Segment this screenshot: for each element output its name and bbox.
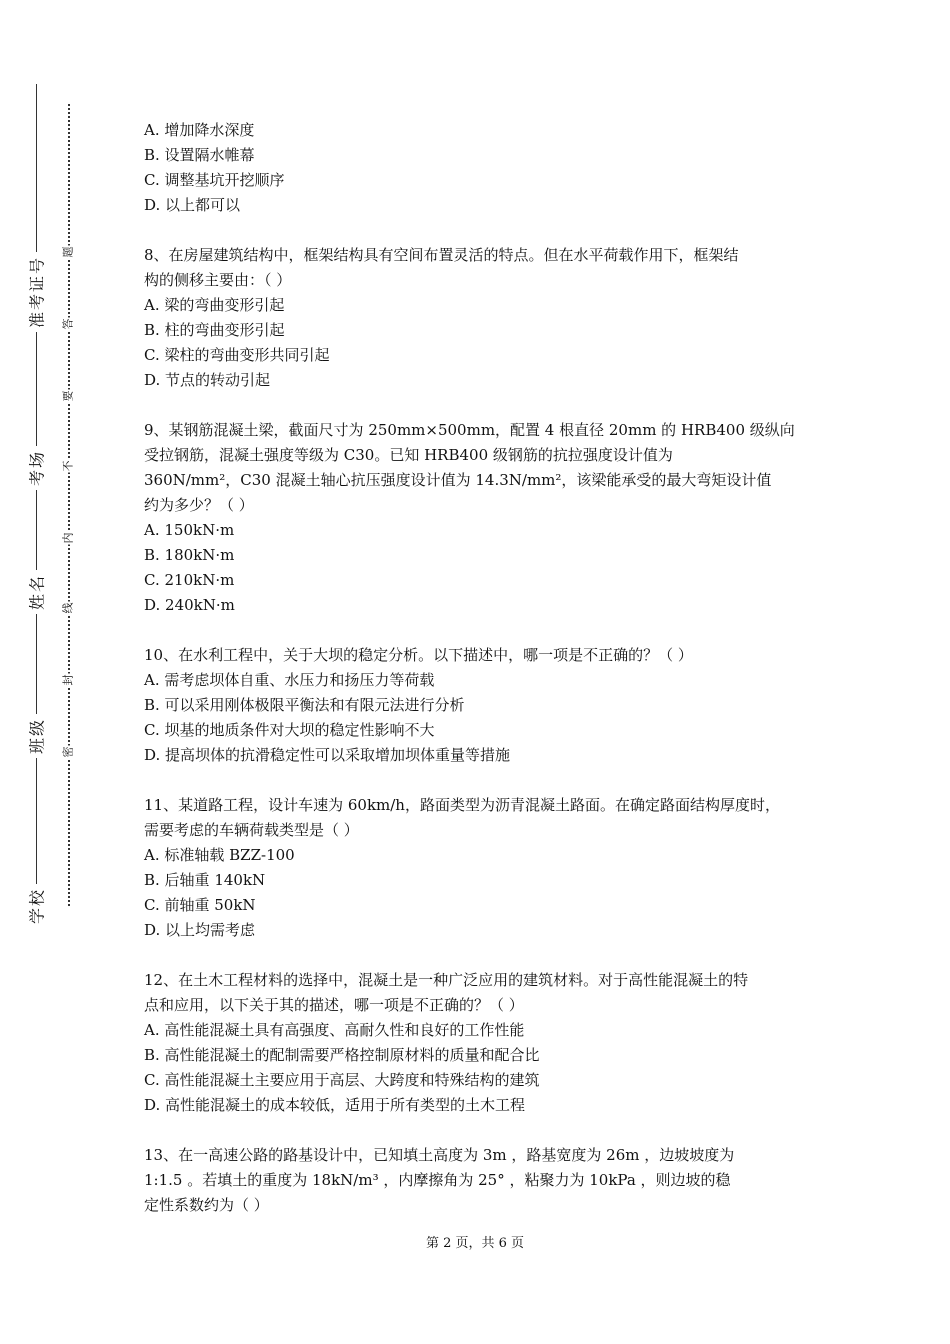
exam-number-label: 准考证号 xyxy=(23,252,50,332)
option[interactable]: C. 高性能混凝土主要应用于高层、大跨度和特殊结构的建筑 xyxy=(144,1071,540,1089)
option[interactable]: C. 梁柱的弯曲变形共同引起 xyxy=(144,346,330,364)
option[interactable]: A. 梁的弯曲变形引起 xyxy=(144,296,285,314)
seal-char: 答 xyxy=(61,318,75,330)
question-stem: 360N/mm²，C30 混凝土轴心抗压强度设计值为 14.3N/mm²，该梁能承受的最大弯矩设计值 xyxy=(144,471,772,489)
question-8 xyxy=(144,243,824,393)
question-13 xyxy=(144,1143,824,1218)
option[interactable]: A. 需考虑坝体自重、水压力和扬压力等荷载 xyxy=(144,671,435,689)
class-label: 班级 xyxy=(23,714,50,758)
option[interactable]: B. 后轴重 140kN xyxy=(144,871,266,889)
option[interactable]: B. 设置隔水帷幕 xyxy=(144,146,255,164)
seal-char: 要 xyxy=(61,390,75,402)
option[interactable]: A. 高性能混凝土具有高强度、高耐久性和良好的工作性能 xyxy=(144,1021,525,1039)
question-stem: 1:1.5 。若填土的重度为 18kN/m³ ，内摩擦角为 25° ，粘聚力为 10kPa ，则边坡的稳 xyxy=(144,1171,731,1189)
seal-char: 内 xyxy=(61,532,75,544)
seal-char: 题 xyxy=(61,246,75,258)
option[interactable]: D. 240kN·m xyxy=(144,596,235,614)
option[interactable]: D. 高性能混凝土的成本较低，适用于所有类型的土木工程 xyxy=(144,1096,526,1114)
exam-content xyxy=(144,118,824,1218)
option[interactable]: C. 调整基坑开挖顺序 xyxy=(144,171,285,189)
option[interactable]: B. 高性能混凝土的配制需要严格控制原材料的质量和配合比 xyxy=(144,1046,540,1064)
page-footer: 第 2 页，共 6 页 xyxy=(425,1236,525,1251)
option[interactable]: D. 节点的转动引起 xyxy=(144,371,271,389)
question-stem: 8、在房屋建筑结构中，框架结构具有空间布置灵活的特点。但在水平荷载作用下，框架结 xyxy=(144,246,739,264)
exam-room-label: 考场 xyxy=(23,446,50,490)
option[interactable]: B. 可以采用刚体极限平衡法和有限元法进行分析 xyxy=(144,696,465,714)
seal-char: 密 xyxy=(61,746,75,758)
option[interactable]: D. 以上都可以 xyxy=(144,196,241,214)
question-stem: 9、某钢筋混凝土梁，截面尺寸为 250mm×500mm，配置 4 根直径 20mm 的 HRB400 级纵向 xyxy=(144,421,795,439)
question-10 xyxy=(144,643,824,768)
leading-options xyxy=(144,118,824,218)
option[interactable]: D. 以上均需考虑 xyxy=(144,921,256,939)
question-stem: 11、某道路工程，设计车速为 60km/h，路面类型为沥青混凝土路面。在确定路面结构厚度时， xyxy=(144,796,780,814)
question-12 xyxy=(144,968,824,1118)
name-label: 姓名 xyxy=(23,570,50,614)
question-stem: 构的侧移主要由：（ ） xyxy=(144,271,292,289)
option[interactable]: C. 210kN·m xyxy=(144,571,235,589)
option[interactable]: C. 坝基的地质条件对大坝的稳定性影响不大 xyxy=(144,721,435,739)
question-stem: 12、在土木工程材料的选择中，混凝土是一种广泛应用的建筑材料。对于高性能混凝土的特 xyxy=(144,971,749,989)
seal-dotted-line xyxy=(68,104,70,906)
question-11 xyxy=(144,793,824,943)
question-stem: 13、在一高速公路的路基设计中，已知填土高度为 3m ，路基宽度为 26m ，边坡坡度为 xyxy=(144,1146,735,1164)
question-9 xyxy=(144,418,824,618)
question-stem: 约为多少？（ ） xyxy=(144,496,254,514)
option[interactable]: C. 前轴重 50kN xyxy=(144,896,256,914)
school-label: 学校 xyxy=(23,884,50,928)
seal-char: 不 xyxy=(61,460,75,472)
question-stem: 需要考虑的车辆荷载类型是（ ） xyxy=(144,821,359,839)
question-stem: 受拉钢筋，混凝土强度等级为 C30。已知 HRB400 级钢筋的抗拉强度设计值为 xyxy=(144,446,673,464)
option[interactable]: A. 标准轴载 BZZ-100 xyxy=(144,846,295,864)
question-stem: 点和应用，以下关于其的描述，哪一项是不正确的？（ ） xyxy=(144,996,524,1014)
seal-char: 封 xyxy=(61,674,75,686)
option[interactable]: B. 柱的弯曲变形引起 xyxy=(144,321,285,339)
option[interactable]: A. 150kN·m xyxy=(144,521,235,539)
question-stem: 10、在水利工程中，关于大坝的稳定分析。以下描述中，哪一项是不正确的？（ ） xyxy=(144,646,693,664)
question-stem: 定性系数约为（ ） xyxy=(144,1196,269,1214)
option[interactable]: B. 180kN·m xyxy=(144,546,235,564)
seal-char: 线 xyxy=(61,602,75,614)
option[interactable]: D. 提高坝体的抗滑稳定性可以采取增加坝体重量等措施 xyxy=(144,746,511,764)
option[interactable]: A. 增加降水深度 xyxy=(144,121,255,139)
binding-line xyxy=(36,84,37,926)
